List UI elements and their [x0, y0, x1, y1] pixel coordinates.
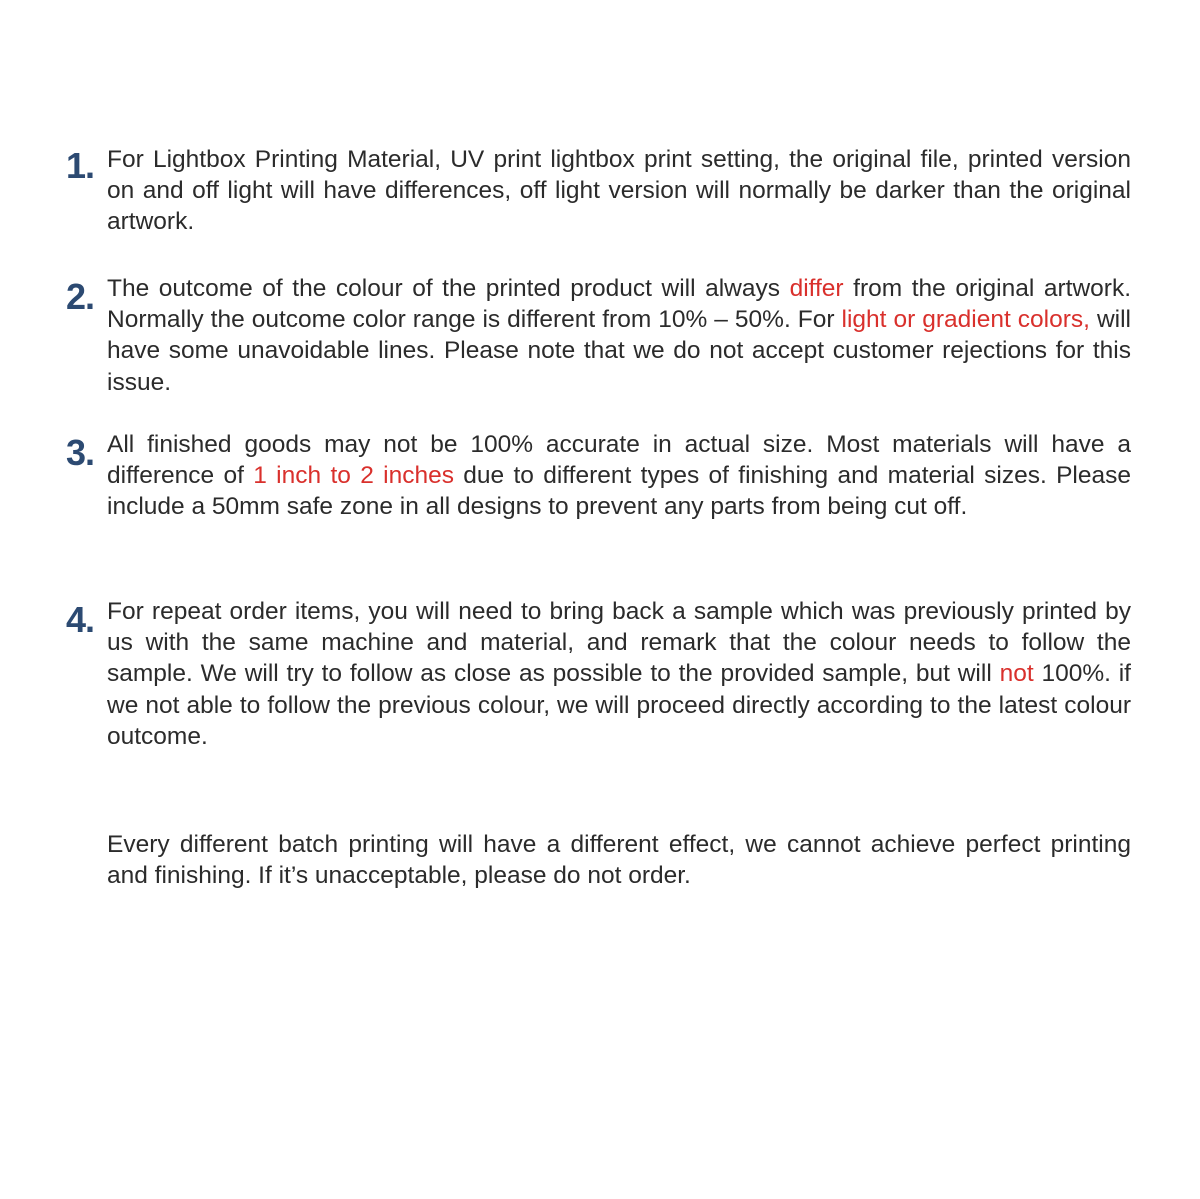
- item-text: [107, 144, 1131, 238]
- item-text-segment: All finished goods may not be 100% accurate in actual size. Most materials will have a difference of: [107, 431, 1131, 490]
- highlight-text: light or gradient colors,: [841, 306, 1090, 334]
- item-text-segment: due to different types of finishing and material sizes. Please include a 50mm safe zone in all designs to prevent any parts from being cut off.: [107, 462, 1131, 521]
- item-text-segment: from the original artwork. Normally the outcome color range is different from 10% – 50%. For: [107, 275, 1131, 334]
- item-number: 2.: [66, 276, 95, 317]
- item-text-segment: The outcome of the colour of the printed product will always: [107, 275, 790, 302]
- item-text-segment: 100%. if we not able to follow the previous colour, we will proceed directly according to the latest colour outcome.: [107, 660, 1131, 750]
- highlight-text: not: [999, 660, 1034, 688]
- item-number: 1.: [66, 145, 95, 186]
- closing-text: Every different batch printing will have a different effect, we cannot achieve perfect printing and finishing. If it’s unacceptable, please do not order.: [107, 831, 1131, 890]
- item-number: 3.: [66, 432, 95, 473]
- item-text-segment: For repeat order items, you will need to bring back a sample which was previously printed by us with the same machine and material, and remark that the colour needs to follow the sample. We will try to follow as close as possible to the provided sample, but will: [107, 598, 1131, 688]
- highlight-text: 1 inch to 2 inches: [253, 462, 454, 490]
- item-text: [107, 429, 1131, 523]
- item-text-segment: For Lightbox Printing Material, UV print lightbox print setting, the original file, printed version on and off light will have differences, off light version will normally be darker than the original artwork.: [107, 146, 1131, 236]
- item-text: [107, 596, 1131, 752]
- item-number: 4.: [66, 599, 95, 640]
- item-text-segment: will have some unavoidable lines. Please note that we do not accept customer rejections for this issue.: [107, 306, 1131, 396]
- highlight-text: differ: [789, 275, 844, 302]
- item-text: [107, 273, 1131, 398]
